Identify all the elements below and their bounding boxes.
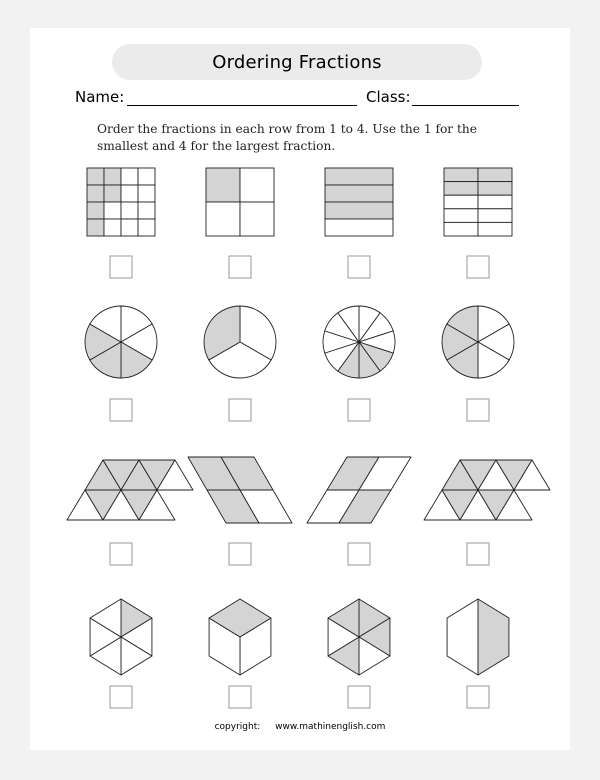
grid-cell: [444, 209, 478, 223]
answer-box[interactable]: [467, 256, 489, 278]
answer-box[interactable]: [348, 399, 370, 421]
answer-box[interactable]: [467, 686, 489, 708]
grid-cell: [87, 168, 104, 185]
grid-cell: [104, 168, 121, 185]
grid-cell: [121, 185, 138, 202]
fraction-figure-grid-squares: [206, 168, 274, 236]
grid-cell: [478, 182, 512, 196]
answer-box[interactable]: [110, 399, 132, 421]
fraction-figure-circles: [323, 306, 395, 378]
answer-box[interactable]: [110, 256, 132, 278]
fraction-figure-hexagons: [328, 599, 390, 675]
fraction-figure-parallelograms: [307, 457, 411, 523]
hexagon-part: [478, 599, 509, 675]
fraction-figure-hexagons: [90, 599, 152, 675]
grid-cell: [325, 168, 393, 185]
answer-box[interactable]: [110, 686, 132, 708]
fraction-figure-grid-squares: [444, 168, 512, 236]
grid-cell: [444, 168, 478, 182]
grid-cell: [478, 195, 512, 209]
grid-cell: [138, 202, 155, 219]
grid-cell: [104, 219, 121, 236]
grid-cell: [138, 219, 155, 236]
fraction-figure-circles: [85, 306, 157, 378]
fraction-figure-parallelograms: [67, 460, 193, 520]
grid-cell: [325, 219, 393, 236]
grid-cell: [138, 185, 155, 202]
answer-box[interactable]: [348, 256, 370, 278]
grid-cell: [478, 222, 512, 236]
grid-cell: [444, 222, 478, 236]
fraction-figure-grid-squares: [325, 168, 393, 236]
grid-cell: [138, 168, 155, 185]
hexagon-part: [447, 599, 478, 675]
instructions-text: Order the fractions in each row from 1 to 4. Use the 1 for the smallest and 4 for the largest fraction.: [97, 122, 477, 153]
fraction-figure-circles: [204, 306, 276, 378]
answer-box[interactable]: [229, 399, 251, 421]
website-link: www.mathinenglish.com: [275, 722, 386, 732]
grid-cell: [121, 219, 138, 236]
answer-box[interactable]: [348, 686, 370, 708]
grid-cell: [121, 202, 138, 219]
grid-cell: [240, 202, 274, 236]
grid-cell: [121, 168, 138, 185]
answer-box[interactable]: [229, 256, 251, 278]
grid-cell: [240, 168, 274, 202]
grid-cell: [87, 185, 104, 202]
fraction-figure-hexagons: [209, 599, 271, 675]
grid-cell: [325, 202, 393, 219]
grid-cell: [206, 202, 240, 236]
name-label: Name:: [75, 88, 125, 106]
grid-cell: [444, 195, 478, 209]
grid-cell: [325, 185, 393, 202]
grid-cell: [104, 185, 121, 202]
answer-box[interactable]: [348, 543, 370, 565]
grid-cell: [87, 202, 104, 219]
copyright-label: copyright:: [214, 722, 261, 732]
class-label: Class:: [366, 88, 411, 106]
answer-box[interactable]: [229, 543, 251, 565]
grid-cell: [478, 209, 512, 223]
grid-cell: [478, 168, 512, 182]
fraction-figure-circles: [442, 306, 514, 378]
answer-box[interactable]: [110, 543, 132, 565]
answer-box[interactable]: [467, 543, 489, 565]
footer: [0, 722, 600, 732]
answer-box[interactable]: [229, 686, 251, 708]
grid-cell: [206, 168, 240, 202]
fraction-figure-hexagons: [447, 599, 509, 675]
grid-cell: [444, 182, 478, 196]
fraction-figure-parallelograms: [424, 460, 550, 520]
fraction-figure-grid-squares: [87, 168, 155, 236]
answer-box[interactable]: [467, 399, 489, 421]
fraction-figure-parallelograms: [188, 457, 292, 523]
grid-cell: [87, 219, 104, 236]
title-text: Ordering Fractions: [212, 51, 382, 73]
grid-cell: [104, 202, 121, 219]
